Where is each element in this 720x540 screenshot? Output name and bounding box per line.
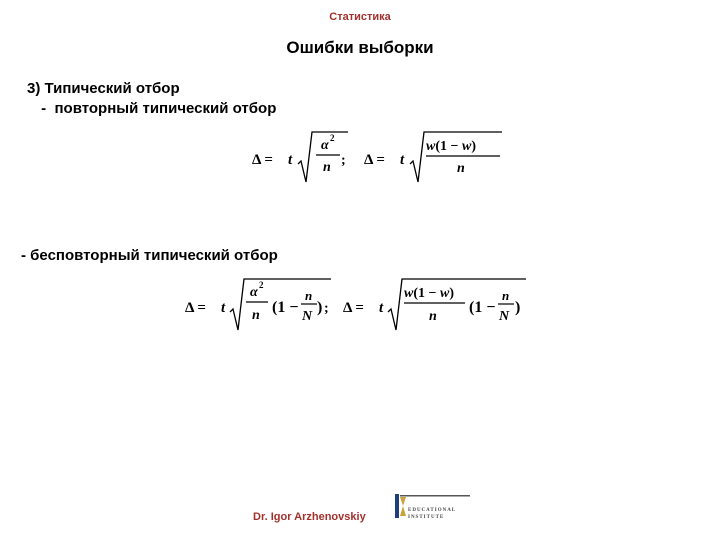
formula-nonrepeated-alpha <box>183 272 333 338</box>
svg-text:n: n <box>305 288 313 303</box>
formula-repeated-alpha <box>250 124 350 190</box>
svg-text:2: 2 <box>330 133 335 143</box>
svg-text:): ) <box>317 299 323 316</box>
svg-text:): ) <box>515 299 521 316</box>
svg-text:t: t <box>288 152 293 168</box>
section-heading-typical-sampling: 3) Типический отбор <box>27 80 180 97</box>
svg-text:(1 −: (1 − <box>272 299 299 316</box>
svg-text:(1 −: (1 − <box>469 299 496 316</box>
svg-text:N: N <box>302 309 313 324</box>
svg-text:INSTITUTE: INSTITUTE <box>408 515 445 520</box>
svg-text:t: t <box>221 300 226 316</box>
svg-text:Δ =: Δ = <box>364 152 385 168</box>
svg-text:n: n <box>323 160 331 175</box>
svg-text:N: N <box>499 309 510 324</box>
svg-text:t: t <box>379 300 384 316</box>
svg-text:;: ; <box>324 301 329 316</box>
svg-text:t: t <box>400 152 405 168</box>
svg-text:α: α <box>321 138 329 153</box>
list-item-repeated-sampling: - повторный типический отбор <box>37 100 277 117</box>
svg-text:Δ =: Δ = <box>252 152 273 168</box>
svg-text:w(1 − w): w(1 − w) <box>404 286 454 301</box>
formula-repeated-share <box>362 124 507 190</box>
list-item-nonrepeated-sampling: - бесповторный типический отбор <box>21 247 278 264</box>
header-subject: Статистика <box>329 11 391 23</box>
footer-author: Dr. Igor Arzhenovskiy <box>253 511 366 523</box>
svg-text:n: n <box>252 308 260 323</box>
svg-text:2: 2 <box>259 280 264 290</box>
svg-text:w(1 − w): w(1 − w) <box>426 139 476 154</box>
svg-text:EDUCATIONAL: EDUCATIONAL <box>408 508 457 513</box>
institute-logo <box>395 494 470 524</box>
slide-title: Ошибки выборки <box>286 38 434 57</box>
svg-text:α: α <box>250 285 258 300</box>
svg-text:n: n <box>457 161 465 176</box>
svg-text:n: n <box>502 288 510 303</box>
svg-text:n: n <box>429 309 437 324</box>
svg-text:;: ; <box>341 153 346 168</box>
formula-nonrepeated-share <box>341 272 531 338</box>
svg-text:Δ =: Δ = <box>185 300 206 316</box>
svg-text:Δ =: Δ = <box>343 300 364 316</box>
